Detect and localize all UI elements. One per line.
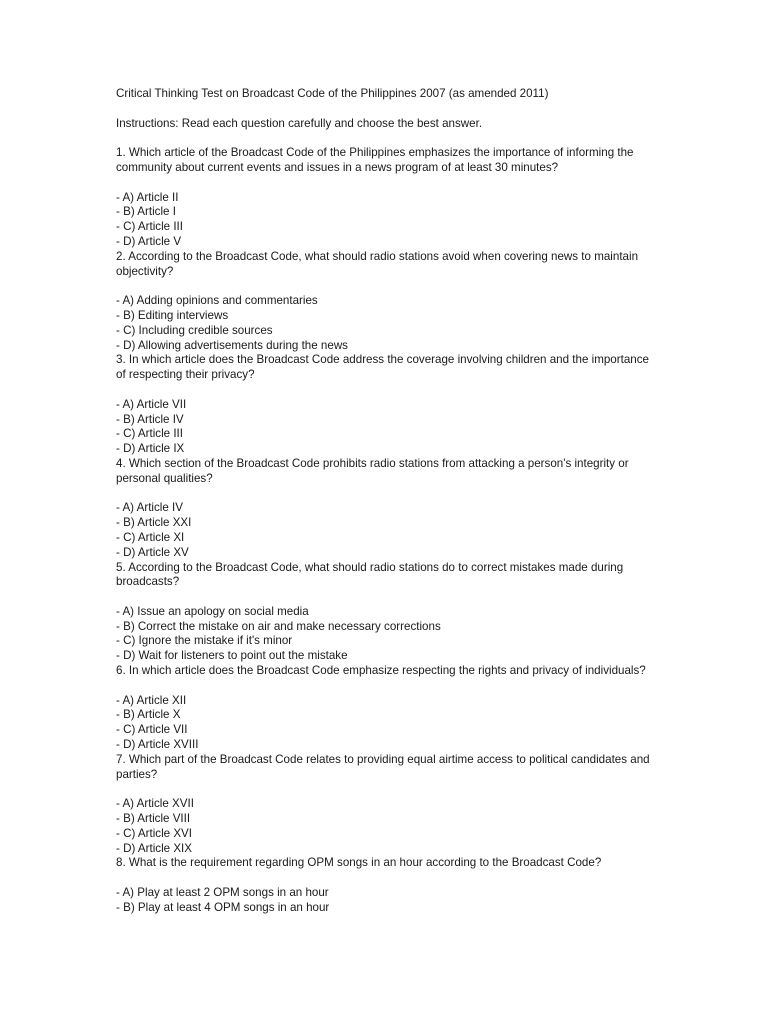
answer-option: - A) Play at least 2 OPM songs in an hour (116, 886, 329, 900)
answer-option: - C) Article XI (116, 530, 185, 544)
answer-option: - B) Article XXI (116, 516, 192, 530)
answer-option: - C) Article VII (116, 723, 188, 737)
spacer (116, 383, 656, 398)
answer-option: - C) Including credible sources (116, 323, 273, 337)
answer-option: - D) Wait for listeners to point out the mistake (116, 649, 348, 663)
question-text: 2. According to the Broadcast Code, what should radio stations avoid when covering news to maintain objectivity? (116, 249, 639, 278)
answer-option: - B) Article IV (116, 412, 184, 426)
answer-option: - D) Article IX (116, 442, 185, 456)
spacer (116, 679, 656, 694)
question-block (116, 353, 656, 457)
answer-option: - B) Article I (116, 205, 176, 219)
instructions: Instructions: Read each question carefully and choose the best answer. (116, 116, 483, 130)
question-text: 6. In which article does the Broadcast Code emphasize respecting the rights and privacy of individuals? (116, 664, 646, 678)
answer-option: - D) Article XIX (116, 841, 193, 855)
question-block (116, 753, 656, 857)
answer-option: - D) Article XV (116, 545, 189, 559)
question-block (116, 561, 656, 665)
spacer (116, 590, 656, 605)
answer-option: - B) Correct the mistake on air and make necessary corrections (116, 619, 441, 633)
answer-option: - A) Article IV (116, 501, 184, 515)
answer-option: - B) Play at least 4 OPM songs in an hour (116, 900, 330, 914)
answer-option: - A) Article VII (116, 397, 187, 411)
document-body (116, 87, 656, 916)
question-block (116, 457, 656, 561)
spacer (116, 487, 656, 502)
answer-option: - B) Editing interviews (116, 308, 229, 322)
question-text: 4. Which section of the Broadcast Code prohibits radio stations from attacking a person's integrity or personal qualities? (116, 456, 629, 485)
question-text: 3. In which article does the Broadcast Code address the coverage involving children and the importance of respecting their privacy? (116, 353, 649, 382)
answer-option: - A) Issue an apology on social media (116, 604, 309, 618)
answer-option: - C) Article III (116, 220, 183, 234)
answer-option: - C) Article III (116, 427, 183, 441)
spacer (116, 871, 656, 886)
answer-option: - D) Article V (116, 234, 182, 248)
document-title: Critical Thinking Test on Broadcast Code of the Philippines 2007 (as amended 2011) (116, 87, 549, 100)
answer-option: - C) Article XVI (116, 826, 193, 840)
question-text: 7. Which part of the Broadcast Code relates to providing equal airtime access to political candidates and parties? (116, 752, 650, 781)
answer-option: - B) Article VIII (116, 812, 191, 826)
spacer (116, 102, 656, 117)
answer-option: - A) Article XVII (116, 797, 194, 811)
answer-option: - A) Adding opinions and commentaries (116, 294, 318, 308)
question-text: 8. What is the requirement regarding OPM songs in an hour according to the Broadcast Code? (116, 856, 602, 870)
question-text: 5. According to the Broadcast Code, what should radio stations do to correct mistakes made during broadcasts? (116, 560, 624, 589)
spacer (116, 279, 656, 294)
answer-option: - A) Article XII (116, 693, 187, 707)
question-text: 1. Which article of the Broadcast Code of the Philippines emphasizes the importance of informing the community about current events and issues in a news program of at least 30 minutes? (116, 146, 634, 174)
spacer (116, 176, 656, 191)
answer-option: - C) Ignore the mistake if it's minor (116, 634, 293, 648)
question-block (116, 146, 656, 250)
answer-option: - D) Allowing advertisements during the news (116, 338, 348, 352)
question-block (116, 250, 656, 354)
spacer (116, 782, 656, 797)
question-block (116, 856, 656, 915)
question-block (116, 664, 656, 753)
answer-option: - D) Article XVIII (116, 738, 199, 752)
answer-option: - A) Article II (116, 190, 179, 204)
answer-option: - B) Article X (116, 708, 181, 722)
spacer (116, 131, 656, 146)
